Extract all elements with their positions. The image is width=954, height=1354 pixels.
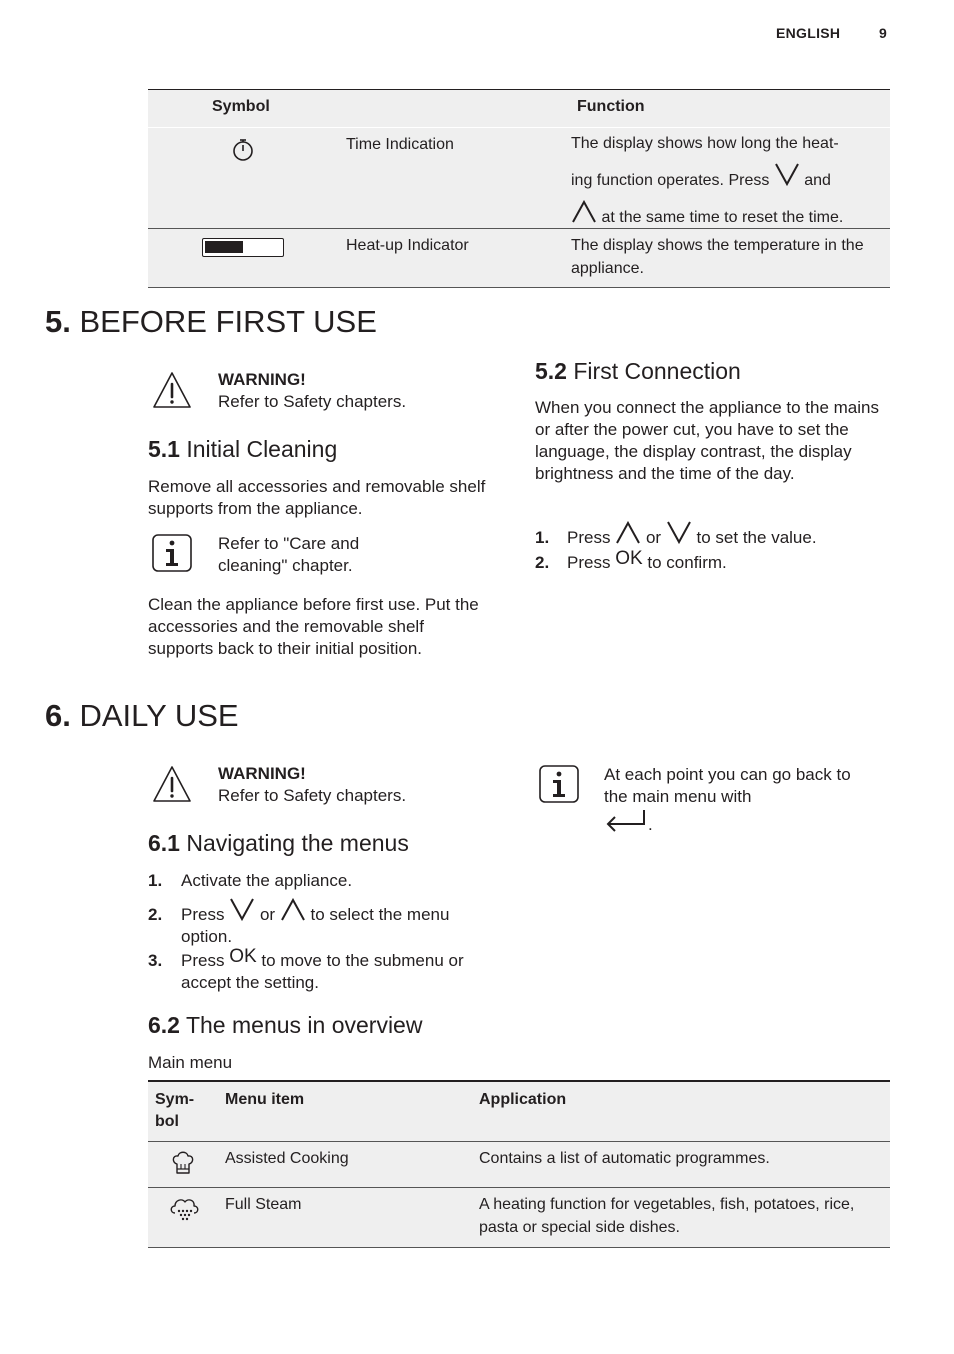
- table-row: [148, 229, 890, 287]
- subsection-5-2-heading: 5.2 First Connection: [535, 358, 741, 384]
- col-menu-item: Menu item: [225, 1091, 305, 1108]
- chevron-up-icon: [280, 898, 306, 922]
- info-text: At each point you can go back to the main menu with: [604, 765, 851, 806]
- steam-cloud-icon: [168, 1196, 200, 1222]
- symbol-table-header: [148, 90, 890, 127]
- list-item: 2. Press or to select the menu option.: [148, 898, 508, 948]
- section-5-heading: 5. BEFORE FIRST USE: [45, 304, 377, 339]
- list-item: 1. Activate the appliance.: [148, 871, 353, 890]
- section-6-heading: 6. DAILY USE: [45, 698, 239, 733]
- chevron-down-icon: [229, 898, 255, 922]
- col-application: Application: [479, 1091, 567, 1108]
- stopwatch-icon: [232, 138, 254, 162]
- row-desc-line2a: ing function operates. Press: [571, 172, 770, 189]
- header-language: ENGLISH: [776, 25, 841, 41]
- row-name: Heat-up Indicator: [346, 237, 469, 254]
- list-item: 2. Press OK to confirm.: [535, 548, 727, 572]
- row-desc-line2b: and: [804, 172, 831, 189]
- warning-icon: [152, 765, 192, 803]
- paragraph: Clean the appliance before first use. Put the accessories and the removable shelf supports back to their initial position.: [148, 595, 479, 658]
- info-text: Refer to "Care and cleaning" chapter.: [218, 534, 360, 575]
- chevron-up-icon: [571, 200, 597, 224]
- info-icon: [539, 765, 579, 803]
- menu-item-name: Full Steam: [225, 1196, 302, 1213]
- row-name: Time Indication: [346, 136, 454, 153]
- menu-item-name: Assisted Cooking: [225, 1150, 349, 1167]
- heat-up-bar-icon: [202, 238, 284, 257]
- chevron-down-icon: [666, 521, 692, 545]
- menu-item-application: A heating function for vegetables, fish, potatoes, rice, pasta or special side dishes.: [479, 1196, 855, 1236]
- chef-hat-icon: [171, 1150, 195, 1176]
- table-row: [148, 1142, 890, 1187]
- table-caption: Main menu: [148, 1053, 233, 1072]
- warning-text: Refer to Safety chapters.: [218, 786, 407, 805]
- menu-table-header: Sym- bol Menu item Application: [148, 1082, 890, 1141]
- paragraph: Remove all accessories and removable shelf supports from the appliance.: [148, 477, 486, 518]
- ok-symbol: OK: [615, 548, 643, 569]
- info-icon: [152, 534, 192, 572]
- list-item: 1. Press or to set the value.: [535, 521, 890, 549]
- warning-title: WARNING!: [218, 370, 306, 389]
- menu-item-application: Contains a list of automatic programmes.: [479, 1150, 770, 1167]
- warning-text: Refer to Safety chapters.: [218, 392, 407, 411]
- ok-symbol: OK: [229, 946, 257, 967]
- paragraph: When you connect the appliance to the mains or after the power cut, you have to set the language, the display contrast, the display brightness and the time of the day.: [535, 398, 879, 483]
- subsection-6-2-heading: 6.2 The menus in overview: [148, 1012, 423, 1038]
- warning-title: WARNING!: [218, 764, 306, 783]
- chevron-down-icon: [774, 163, 800, 187]
- warning-icon: [152, 371, 192, 409]
- row-desc-line1: The display shows how long the heat-: [571, 135, 839, 152]
- chevron-up-icon: [615, 521, 641, 545]
- subsection-6-1-heading: 6.1 Navigating the menus: [148, 830, 409, 856]
- subsection-5-1-heading: 5.1 Initial Cleaning: [148, 436, 338, 462]
- list-item: 3. Press OK to move to the submenu or accept the setting.: [148, 946, 464, 992]
- table-bottom-rule: [148, 1247, 890, 1248]
- back-arrow-icon: [604, 808, 648, 832]
- page-number: 9: [879, 25, 888, 41]
- table-row: [148, 128, 890, 228]
- col-function: Function: [577, 98, 645, 115]
- row-desc: The display shows the temperature in the appliance.: [571, 237, 864, 277]
- col-symbol: Symbol: [212, 98, 270, 115]
- table-bottom-rule: [148, 287, 890, 288]
- row-desc-line3: at the same time to reset the time.: [601, 209, 844, 226]
- table-row: [148, 1188, 890, 1247]
- col-symbol: Sym-: [155, 1091, 195, 1108]
